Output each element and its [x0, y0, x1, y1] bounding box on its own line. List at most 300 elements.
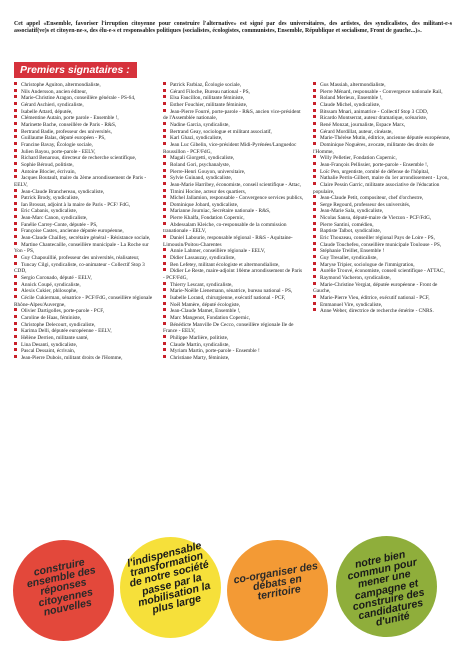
bullet-square-icon — [163, 82, 166, 85]
bullet-square-icon — [14, 142, 17, 145]
bullet-square-icon — [313, 202, 316, 205]
signatory-entry — [163, 342, 304, 349]
bullet-square-icon — [14, 129, 17, 132]
signatory-name: Nathalie Perrin-Gilbert, maire du 1er arrondissement - Lyon, — [320, 175, 449, 182]
bullet-square-icon — [313, 248, 316, 251]
signatory-name: Jean-Marie Harribey, économiste, conseil scientifique - Attac, — [170, 181, 301, 188]
signatory-entry — [313, 308, 454, 315]
bullet-square-icon — [14, 122, 17, 125]
bullet-square-icon — [313, 122, 316, 125]
signatory-entry — [163, 169, 304, 176]
bullet-square-icon — [14, 348, 17, 351]
signatory-entry — [14, 315, 155, 322]
signatory-name: Bénédicte Manville De Cecco, conseillère régionale Ile de France - EELV, — [163, 321, 294, 335]
signatory-name: Stéphanie Treillet, Ensemble ! — [320, 248, 385, 255]
circle-text: notre bien commun pour mener une campagne et construire des candidatures d'unité — [346, 548, 426, 629]
signatories-heading: Premiers signataires : — [14, 62, 137, 78]
signatory-entry — [163, 235, 304, 248]
signatory-entry — [14, 295, 155, 308]
signatory-entry — [14, 162, 155, 169]
bullet-square-icon — [14, 235, 17, 238]
signatory-entry — [163, 102, 304, 109]
bullet-square-icon — [14, 109, 17, 112]
bullet-square-icon — [14, 335, 17, 338]
bullet-square-icon — [163, 129, 166, 132]
bullet-square-icon — [14, 242, 17, 245]
signatory-name: Jean-Marie Sala, syndicaliste, — [320, 208, 384, 215]
bullet-square-icon — [313, 195, 316, 198]
signatory-name: Pierre-Henri Gouyon, universitaire, — [170, 168, 246, 175]
bullet-square-icon — [313, 182, 316, 185]
bullet-square-icon — [14, 195, 17, 198]
bullet-square-icon — [313, 115, 316, 118]
bullet-square-icon — [163, 288, 166, 291]
bullet-square-icon — [14, 288, 17, 291]
bullet-square-icon — [163, 268, 166, 271]
bullet-square-icon — [14, 135, 17, 138]
bullet-square-icon — [163, 248, 166, 251]
signatory-entry — [163, 215, 304, 222]
signatory-name: Jean Luc Gibelin, vice-président Midi-Pyrénées/Languedoc Roussillon - PCF/FdG, — [163, 141, 297, 155]
signatory-entry — [163, 82, 304, 89]
signatory-name: Philippe Marlière, politiste, — [170, 334, 229, 341]
signatory-name: Pierre Ménard, responsable - Convergence nationale Rail, — [320, 88, 443, 95]
bullet-square-icon — [14, 215, 17, 218]
circle-text: co-organiser des débats en territoire — [232, 559, 319, 603]
signatory-name: Myriam Martin, porte-parole - Ensemble ! — [170, 348, 260, 355]
signatory-entry — [313, 142, 454, 155]
signatory-entry — [14, 109, 155, 116]
signatory-entry — [163, 135, 304, 142]
signatory-name: Isabelle Attard, députée, — [21, 108, 73, 115]
bullet-square-icon — [313, 162, 316, 165]
signatory-entry — [313, 95, 454, 102]
signatory-name: Marianne Journiac, Secrétaire nationale - R&S, — [170, 208, 271, 215]
bullet-square-icon — [14, 115, 17, 118]
signatory-entry — [163, 155, 304, 162]
bullet-square-icon — [14, 355, 17, 358]
bullet-square-icon — [313, 268, 316, 271]
bullet-square-icon — [163, 322, 166, 325]
signatory-entry — [313, 175, 454, 182]
signatory-name: Thierry Lescant, syndicaliste, — [170, 281, 233, 288]
intro-paragraph: Cet appel «Ensemble, favoriser l'irruption citoyenne pour construire l'alternative» est signé par des universitaires, des artistes, des syndicalistes, des militant-e-s associatif(ve)s et citoyen-ne-s, des élu-e-s et responsables politiques (socialistes, écologistes, communistes, Ensemble, République et socialisme, Front de gauche...)». — [14, 21, 452, 35]
signatory-entry — [163, 182, 304, 189]
signatory-entry — [163, 262, 304, 269]
signatory-name: Bitssam Mnari, animatrice - Collectif Stop 3 CDD, — [320, 108, 429, 115]
bullet-square-icon — [163, 189, 166, 192]
circle-transformation — [120, 537, 221, 638]
signatory-entry — [313, 275, 454, 282]
bullet-square-icon — [163, 135, 166, 138]
bullet-square-icon — [14, 175, 17, 178]
signatory-entry — [14, 202, 155, 209]
signatory-entry — [313, 89, 454, 96]
bullet-square-icon — [163, 262, 166, 265]
bullet-square-icon — [14, 169, 17, 172]
bullet-square-icon — [313, 109, 316, 112]
signatory-name: Tuncay Cilgi, syndicaliste, co-animateur - Collectif Stop 3 CDD, — [14, 261, 145, 275]
bullet-square-icon — [163, 235, 166, 238]
bullet-square-icon — [14, 308, 17, 311]
signatory-name: Françoise Castex, ancienne députée européenne, — [21, 228, 124, 235]
signatory-name: Elsa Faucillon, militante féministe, — [170, 95, 245, 102]
signatory-name: Gus Massiah, altermondialiste, — [320, 82, 386, 88]
signatory-name: Dominique Jobard, syndicaliste, — [170, 201, 239, 208]
signatory-entry — [14, 288, 155, 295]
signatory-entry — [163, 282, 304, 289]
signatory-entry — [14, 82, 155, 89]
signatory-name: Christophe Aguiton, altermondialiste, — [21, 82, 101, 88]
signatory-entry — [313, 182, 454, 195]
signatory-entry — [14, 129, 155, 136]
signatory-name: Hélène Derrien, militante santé, — [21, 334, 89, 341]
signatory-name: Timini Hocine, acteur des quartiers, — [170, 188, 247, 195]
signatory-name: Marie-Pierre Vieu, éditrice, exécutif national - PCF, — [320, 295, 430, 301]
signatory-entry — [14, 215, 155, 222]
bullet-square-icon — [163, 308, 166, 311]
signatory-entry — [163, 315, 304, 322]
bullet-square-icon — [163, 348, 166, 351]
bullet-square-icon — [163, 208, 166, 211]
signatory-name: Isabelle Lorand, chirurgienne, exécutif national - PCF, — [170, 295, 286, 301]
signatory-entry — [313, 242, 454, 249]
signatory-entry — [14, 322, 155, 329]
signatory-entry — [163, 222, 304, 235]
signatory-entry — [14, 189, 155, 196]
signatory-entry — [14, 195, 155, 202]
signatory-entry — [313, 129, 454, 136]
signatory-name: Sergio Coronado, député - EELV, — [21, 275, 92, 282]
signatory-entry — [163, 288, 304, 295]
signatory-entry — [313, 302, 454, 309]
signatory-name: Marie-Thérèse Mutin, éditrice, ancienne députée européenne, — [320, 135, 451, 142]
bullet-square-icon — [313, 95, 316, 98]
signatory-name: Clémentine Autain, porte parole - Ensemble !, — [21, 115, 119, 122]
bullet-square-icon — [14, 262, 17, 265]
signatory-entry — [313, 295, 454, 302]
signatory-name: Jean-François Pellissier, porte-parole - Ensemble !, — [320, 161, 429, 168]
circle-citizen-responses — [13, 540, 114, 641]
signatory-entry — [14, 235, 155, 242]
bullet-square-icon — [313, 262, 316, 265]
bullet-square-icon — [14, 275, 17, 278]
bullet-square-icon — [313, 155, 316, 158]
bullet-square-icon — [313, 255, 316, 258]
signatory-entry — [163, 248, 304, 255]
signatory-entry — [14, 242, 155, 255]
signatory-name: Maryse Tripier, sociologue de l'immigration, — [320, 261, 415, 268]
signatory-entry — [163, 355, 304, 362]
signatory-name: Marie-Christine Aragon, conseillère générale - PS-64, — [21, 95, 136, 102]
signatory-entry — [14, 169, 155, 176]
signatory-name: Eric Thouzeau, conseiller régional Pays de Loire - PS, — [320, 235, 435, 242]
signatory-name: Daniel Labourie, responsable régional - R&S - Aquitaine-Limousin/Poitou-Charentes — [163, 235, 293, 248]
bullet-square-icon — [313, 142, 316, 145]
signatory-entry — [14, 135, 155, 142]
signatory-name: Pierre Khalfa, Fondation Copernic, — [170, 215, 245, 222]
signatory-name: Jean-Claude Petit, compositeur, chef d'orchestre, — [320, 195, 424, 202]
signatory-entry — [313, 215, 454, 222]
signatory-name: Antoine Blocier, écrivain, — [21, 168, 76, 175]
signatory-name: Ian Brossat, adjoint à la maire de Paris - PCF/ FdG, — [21, 201, 131, 208]
signatory-name: Pierre Santini, comédien, — [320, 221, 374, 228]
signatory-entry — [313, 255, 454, 262]
bullet-square-icon — [313, 222, 316, 225]
signatory-name: Ricardo Montserrat, auteur dramatique, scénariste, — [320, 115, 428, 122]
signatory-entry — [14, 208, 155, 215]
bullet-square-icon — [163, 315, 166, 318]
signatory-entry — [14, 115, 155, 122]
signatory-entry — [163, 348, 304, 355]
signatory-entry — [313, 222, 454, 229]
bullet-square-icon — [163, 195, 166, 198]
signatory-name: Annie Lahmer, conseillère régionale - EELV, — [170, 248, 266, 255]
signatory-name: Pascal Dessaint, écrivain, — [21, 348, 76, 355]
signatory-entry — [163, 175, 304, 182]
bullet-square-icon — [163, 175, 166, 178]
bullet-square-icon — [14, 149, 17, 152]
signatory-entry — [14, 328, 155, 335]
bullet-square-icon — [163, 335, 166, 338]
signatory-name: Lina Desanti, syndicaliste, — [21, 341, 78, 348]
bullet-square-icon — [163, 182, 166, 185]
signatory-entry — [14, 222, 155, 229]
signatory-entry — [313, 228, 454, 235]
signatory-entry — [163, 109, 304, 122]
signatory-entry — [163, 142, 304, 155]
signatory-entry — [14, 142, 155, 149]
bullet-square-icon — [313, 302, 316, 305]
signatory-name: Julien Bayou, porte-parole - EELV, — [21, 148, 96, 155]
bullet-square-icon — [163, 295, 166, 298]
bullet-square-icon — [14, 202, 17, 205]
signatory-name: Jean-Pierre Fourré, porte-parole - R&S, ancien vice-président de l'Assemblée nationale, — [163, 108, 301, 122]
bullet-square-icon — [14, 189, 17, 192]
bullet-square-icon — [163, 109, 166, 112]
signatory-name: Marinette Bache, conseillère de Paris - R&S, — [21, 121, 117, 128]
signatory-name: Claude Michel, syndicaliste, — [320, 101, 381, 108]
signatory-name: Guy Chapouillié, professeur des universités, réalisateur, — [21, 255, 140, 262]
circle-text: construire ensemble des réponses citoyennes nouvelles — [25, 556, 97, 619]
signatory-name: Willy Pelletier, Fondation Copernic, — [320, 155, 397, 162]
signatory-entry — [313, 155, 454, 162]
signatory-name: Jean-Claude Chailley, secrétaire général - Résistance sociale, — [21, 235, 151, 242]
signatory-entry — [14, 255, 155, 262]
bullet-square-icon — [14, 328, 17, 331]
signatory-name: Caroline de Haas, féministe, — [21, 314, 82, 321]
signatory-name: Roland Merieux, Ensemble !, — [320, 95, 383, 102]
signatories-column-2 — [163, 82, 304, 362]
signatory-entry — [163, 162, 304, 169]
bullet-square-icon — [14, 342, 17, 345]
signatory-entry — [313, 208, 454, 215]
signatory-entry — [313, 102, 454, 109]
signatory-name: Guy Tresallet, syndicaliste, — [320, 255, 378, 262]
signatory-name: Cécile Cukierman, sénatrice - PCF/FdG, conseillère régionale Rhône-Alpes/Auvergne, — [14, 295, 153, 308]
signatory-entry — [14, 262, 155, 275]
bullet-square-icon — [313, 102, 316, 105]
signatory-name: Raymond Vacheron, syndicaliste, — [320, 275, 391, 282]
signatory-name: Nadine Garcia, syndicaliste, — [170, 121, 230, 128]
bullet-square-icon — [313, 89, 316, 92]
signatory-entry — [163, 335, 304, 342]
bullet-square-icon — [163, 282, 166, 285]
signatory-entry — [163, 129, 304, 136]
signatory-name: Roland Gori, psychanalyste, — [170, 161, 231, 168]
signatory-name: Magali Giorgetti, syndicaliste, — [170, 155, 235, 162]
signatory-name: Martine Chantecaille, conseillère municipale - La Roche sur Yon - PS, — [14, 241, 149, 255]
bullet-square-icon — [163, 102, 166, 105]
signatory-name: Noël Mamère, député écologiste, — [170, 301, 241, 308]
bullet-square-icon — [163, 202, 166, 205]
bullet-square-icon — [14, 255, 17, 258]
signatory-name: Esther Fouchier, militante féministe, — [170, 101, 248, 108]
signatory-name: Marc Mangenot, Fondation Copernic, — [170, 314, 251, 321]
signatory-name: Alexis Cukier, philosophe, — [21, 288, 78, 295]
bullet-square-icon — [14, 282, 17, 285]
signatory-entry — [313, 162, 454, 169]
signatory-name: Michel Jallamion, responsable - Convergence services publics, — [170, 195, 304, 202]
signatory-entry — [14, 95, 155, 102]
bullet-square-icon — [313, 308, 316, 311]
circle-common-good — [336, 536, 437, 637]
signatory-entry — [14, 102, 155, 109]
signatory-name: Marie-Noëlle Lienemann, sénatrice, bureau national - PS, — [170, 288, 293, 295]
bullet-square-icon — [313, 82, 316, 85]
circle-debates — [227, 540, 328, 641]
signatories-column-1 — [14, 82, 155, 362]
signatory-entry — [163, 268, 304, 281]
signatory-name: Dominique Noguères, avocate, militante des droits de l'Homme, — [313, 141, 434, 155]
bullet-square-icon — [313, 282, 316, 285]
signatory-name: Loïc Pen, urgentiste, comité de défense de l'hôpital, — [320, 168, 430, 175]
signatory-entry — [14, 155, 155, 162]
signatory-entry — [163, 122, 304, 129]
signatory-name: Eric Cabanis, syndicaliste, — [21, 208, 78, 215]
bullet-square-icon — [313, 169, 316, 172]
signatory-entry — [163, 195, 304, 202]
signatory-entry — [313, 135, 454, 142]
signatory-entry — [163, 189, 304, 196]
signatories-column-3 — [313, 82, 454, 315]
bullet-square-icon — [313, 242, 316, 245]
signatory-name: Karima Delli, députée européenne - EELV, — [21, 328, 112, 335]
bullet-square-icon — [14, 208, 17, 211]
bullet-square-icon — [163, 355, 166, 358]
signatory-name: Patrick Farbiaz, Écologie sociale, — [170, 82, 242, 88]
signatory-name: Marie-Christine Vergiat, députée européenne - Front de Gauche, — [313, 281, 438, 295]
signatory-name: Patrick Brody, syndicaliste, — [21, 195, 80, 202]
bullet-square-icon — [14, 95, 17, 98]
signatory-entry — [14, 308, 155, 315]
bullet-square-icon — [163, 142, 166, 145]
bullet-square-icon — [14, 315, 17, 318]
signatory-entry — [313, 169, 454, 176]
bullet-square-icon — [14, 82, 17, 85]
signatory-name: Francine Bavay, Écologie sociale, — [21, 141, 93, 148]
signatory-name: Christophe Delecourt, syndicaliste, — [21, 321, 96, 328]
bullet-square-icon — [163, 155, 166, 158]
signatory-name: Emmanuel Vire, syndicaliste, — [320, 301, 383, 308]
signatory-name: Olivier Dartigolles, porte-parole - PCF, — [21, 308, 105, 315]
bullet-square-icon — [163, 255, 166, 258]
bullet-square-icon — [14, 102, 17, 105]
bullet-square-icon — [14, 155, 17, 158]
bullet-square-icon — [14, 295, 17, 298]
signatory-name: Guillaume Balas, député européen - PS, — [21, 135, 106, 142]
signatory-entry — [14, 228, 155, 235]
bullet-square-icon — [163, 89, 166, 92]
bullet-square-icon — [313, 135, 316, 138]
signatory-entry — [14, 122, 155, 129]
bullet-square-icon — [313, 208, 316, 211]
signatory-entry — [313, 268, 454, 275]
signatory-name: Serge Regourd, professeur des universités, — [320, 201, 411, 208]
signatory-entry — [14, 89, 155, 96]
signatory-entry — [313, 82, 454, 89]
bullet-square-icon — [313, 129, 316, 132]
signatory-name: Gérard Mordillat, auteur, cinéaste, — [320, 128, 393, 135]
signatory-entry — [313, 282, 454, 295]
signatory-entry — [313, 109, 454, 116]
signatory-entry — [14, 275, 155, 282]
signatory-name: Didier Le Reste, maire-adjoint 10ème arrondissement de Paris - PCF/FdG, — [163, 268, 303, 282]
signatory-name: Claire Pessin Garric, militante associative de l'éducation populaire, — [313, 181, 440, 195]
signatory-entry — [163, 302, 304, 309]
signatory-entry — [14, 335, 155, 342]
signatory-name: Karl Ghazi, syndicaliste, — [170, 135, 223, 142]
bullet-square-icon — [163, 222, 166, 225]
bullet-square-icon — [163, 95, 166, 98]
signatory-entry — [313, 195, 454, 202]
signatory-entry — [14, 355, 155, 362]
signatory-entry — [163, 308, 304, 315]
bullet-square-icon — [313, 235, 316, 238]
signatory-name: Richard Benarous, directeur de recherche scientifique, — [21, 155, 137, 162]
signatory-entry — [313, 202, 454, 209]
signatory-name: Jean-Claude Branchereau, syndicaliste, — [21, 188, 105, 195]
bullet-square-icon — [163, 342, 166, 345]
bullet-square-icon — [14, 228, 17, 231]
signatory-name: Baptiste Talbot, syndicaliste, — [320, 228, 382, 235]
bullet-square-icon — [313, 215, 316, 218]
bullet-square-icon — [14, 322, 17, 325]
signatory-name: Fanélie Carrey-Conte, députée - PS, — [21, 221, 98, 228]
bullet-square-icon — [313, 228, 316, 231]
signatory-entry — [163, 322, 304, 335]
bullet-square-icon — [313, 295, 316, 298]
signatory-name: Gérard Aschieri, syndicaliste, — [21, 101, 84, 108]
signatory-name: Christiane Marty, féministe, — [170, 354, 230, 361]
signatory-entry — [313, 248, 454, 255]
signatory-name: Sophie Béroud, politiste, — [21, 161, 74, 168]
signatory-entry — [14, 175, 155, 188]
bullet-square-icon — [163, 302, 166, 305]
signatory-entry — [313, 235, 454, 242]
signatory-name: Nicolas Sansu, député-maire de Vierzon - PCF/FdG, — [320, 215, 432, 222]
signatory-entry — [313, 115, 454, 122]
bullet-square-icon — [163, 162, 166, 165]
signatory-name: Jean-Pierre Dubois, militant droits de l'Homme, — [21, 354, 123, 361]
signatory-entry — [14, 282, 155, 289]
signatory-name: Claude Martin, syndicaliste, — [170, 341, 230, 348]
signatory-entry — [14, 342, 155, 349]
signatory-name: Anne Weber, directrice de recherche émérite - CNRS. — [320, 308, 434, 315]
signatory-entry — [14, 348, 155, 355]
bullet-square-icon — [163, 169, 166, 172]
signatory-name: Gérard Filoche, Bureau national - PS, — [170, 88, 250, 95]
